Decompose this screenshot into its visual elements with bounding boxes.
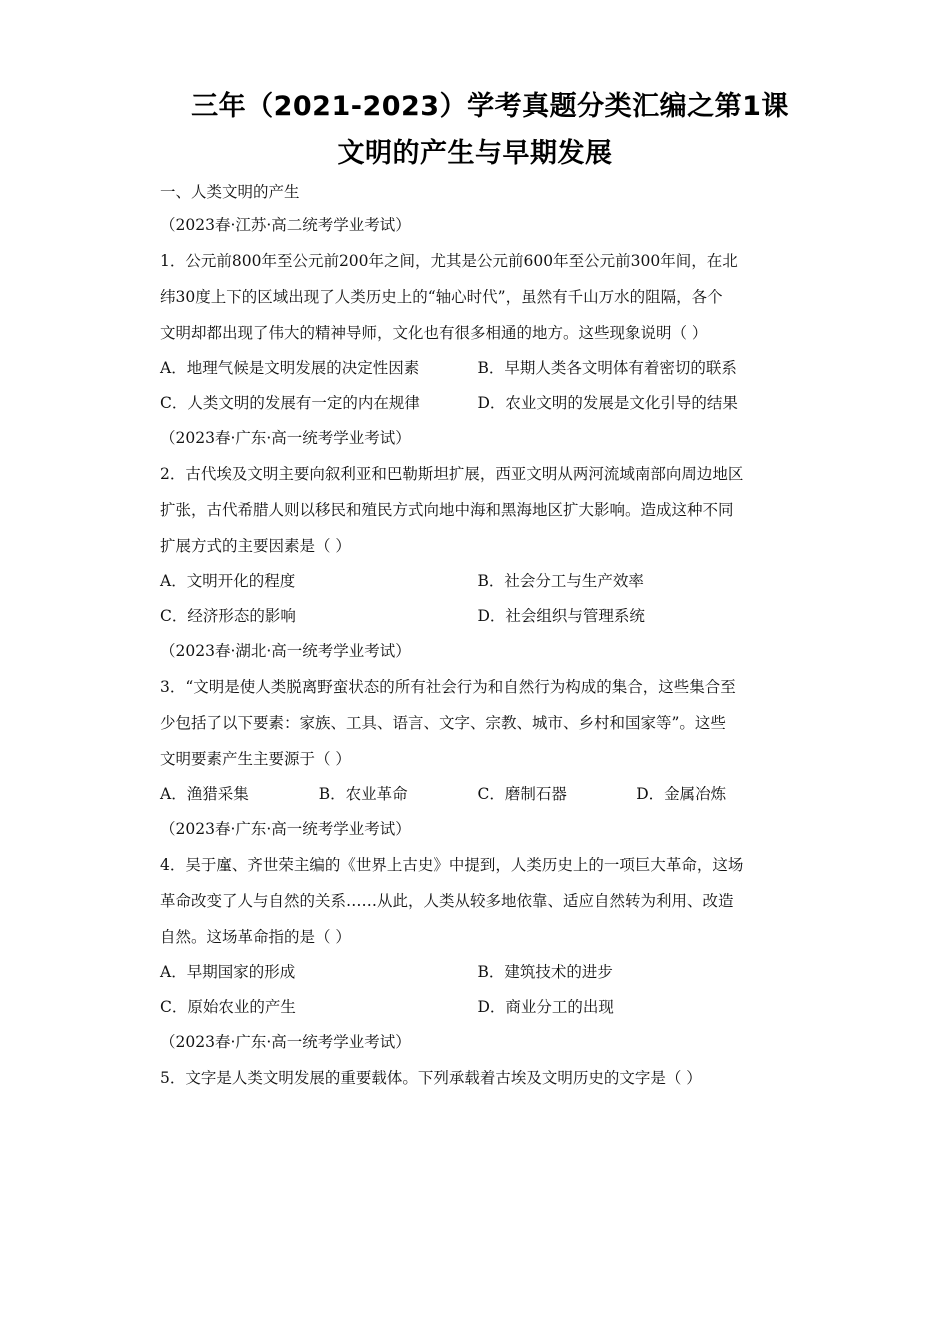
option-a: A．文明开化的程度 xyxy=(160,572,296,590)
options-row xyxy=(160,777,795,812)
stem-line: 2．古代埃及文明主要向叙利亚和巴勒斯坦扩展，西亚文明从两河流域南部向周边地区 xyxy=(160,465,744,483)
options-row xyxy=(160,351,795,386)
option-a: A．早期国家的形成 xyxy=(160,963,296,981)
question-source: （2023春·广东·高一统考学业考试） xyxy=(160,1033,411,1051)
question-source: （2023春·广东·高一统考学业考试） xyxy=(160,429,411,447)
stem-line: 文明却都出现了伟大的精神导师，文化也有很多相通的地方。这些现象说明（ ） xyxy=(160,324,708,342)
section-heading: 一、人类文明的产生 xyxy=(160,183,300,201)
stem-line: 革命改变了人与自然的关系……从此，人类从较多地依靠、适应自然转为利用、改造 xyxy=(160,892,734,910)
option-a: A．地理气候是文明发展的决定性因素 xyxy=(160,359,420,377)
option-d: D．社会组织与管理系统 xyxy=(477,607,645,625)
stem-line: 3．“文明是使人类脱离野蛮状态的所有社会行为和自然行为构成的集合，这些集合至 xyxy=(160,678,736,696)
page-title: 三年（2021-2023）学考真题分类汇编之第1课 xyxy=(191,91,789,122)
options-row xyxy=(160,955,795,990)
question-4 xyxy=(160,812,795,1025)
stem-line: 4．吴于廑、齐世荣主编的《世界上古史》中提到，人类历史上的一项巨大革命，这场 xyxy=(160,856,744,874)
question-source: （2023春·广东·高一统考学业考试） xyxy=(160,820,411,838)
option-d: D．商业分工的出现 xyxy=(477,998,614,1016)
stem-line: 纬30度上下的区域出现了人类历史上的“轴心时代”，虽然有千山万水的阻隔，各个 xyxy=(160,288,723,306)
stem-line: 自然。这场革命指的是（ ） xyxy=(160,928,351,946)
question-stem xyxy=(160,669,795,777)
option-b: B．农业革命 xyxy=(318,785,408,803)
option-b: B．早期人类各文明体有着密切的联系 xyxy=(477,359,737,377)
stem-line: 扩展方式的主要因素是（ ） xyxy=(160,537,351,555)
options-row xyxy=(160,990,795,1025)
options-row xyxy=(160,386,795,421)
option-b: B．建筑技术的进步 xyxy=(477,963,613,981)
question-3 xyxy=(160,634,795,812)
option-c: C．人类文明的发展有一定的内在规律 xyxy=(160,394,420,412)
option-c: C．经济形态的影响 xyxy=(160,607,296,625)
question-stem xyxy=(160,1060,795,1096)
options-row xyxy=(160,599,795,634)
option-a: A．渔猎采集 xyxy=(160,785,249,803)
question-source: （2023春·江苏·高二统考学业考试） xyxy=(160,216,411,234)
question-5 xyxy=(160,1025,795,1096)
option-d: D．金属冶炼 xyxy=(636,785,727,803)
question-stem xyxy=(160,243,795,351)
stem-line: 5．文字是人类文明发展的重要载体。下列承载着古埃及文明历史的文字是（ ） xyxy=(160,1069,702,1087)
stem-line: 扩张，古代希腊人则以移民和殖民方式向地中海和黑海地区扩大影响。造成这种不同 xyxy=(160,501,734,519)
stem-line: 1．公元前800年至公元前200年之间，尤其是公元前600年至公元前300年间，在北 xyxy=(160,252,738,270)
question-stem xyxy=(160,456,795,564)
question-source: （2023春·湖北·高一统考学业考试） xyxy=(160,642,411,660)
question-stem xyxy=(160,847,795,955)
page-subtitle: 文明的产生与早期发展 xyxy=(337,138,613,169)
question-1 xyxy=(160,208,795,421)
stem-line: 文明要素产生主要源于（ ） xyxy=(160,750,351,768)
option-d: D．农业文明的发展是文化引导的结果 xyxy=(477,394,738,412)
option-b: B．社会分工与生产效率 xyxy=(477,572,644,590)
stem-line: 少包括了以下要素：家族、工具、语言、文字、宗教、城市、乡村和国家等”。这些 xyxy=(160,714,726,732)
document-body xyxy=(160,177,795,1096)
option-c: C．原始农业的产生 xyxy=(160,998,296,1016)
options-row xyxy=(160,564,795,599)
option-c: C．磨制石器 xyxy=(477,785,567,803)
question-2 xyxy=(160,421,795,634)
